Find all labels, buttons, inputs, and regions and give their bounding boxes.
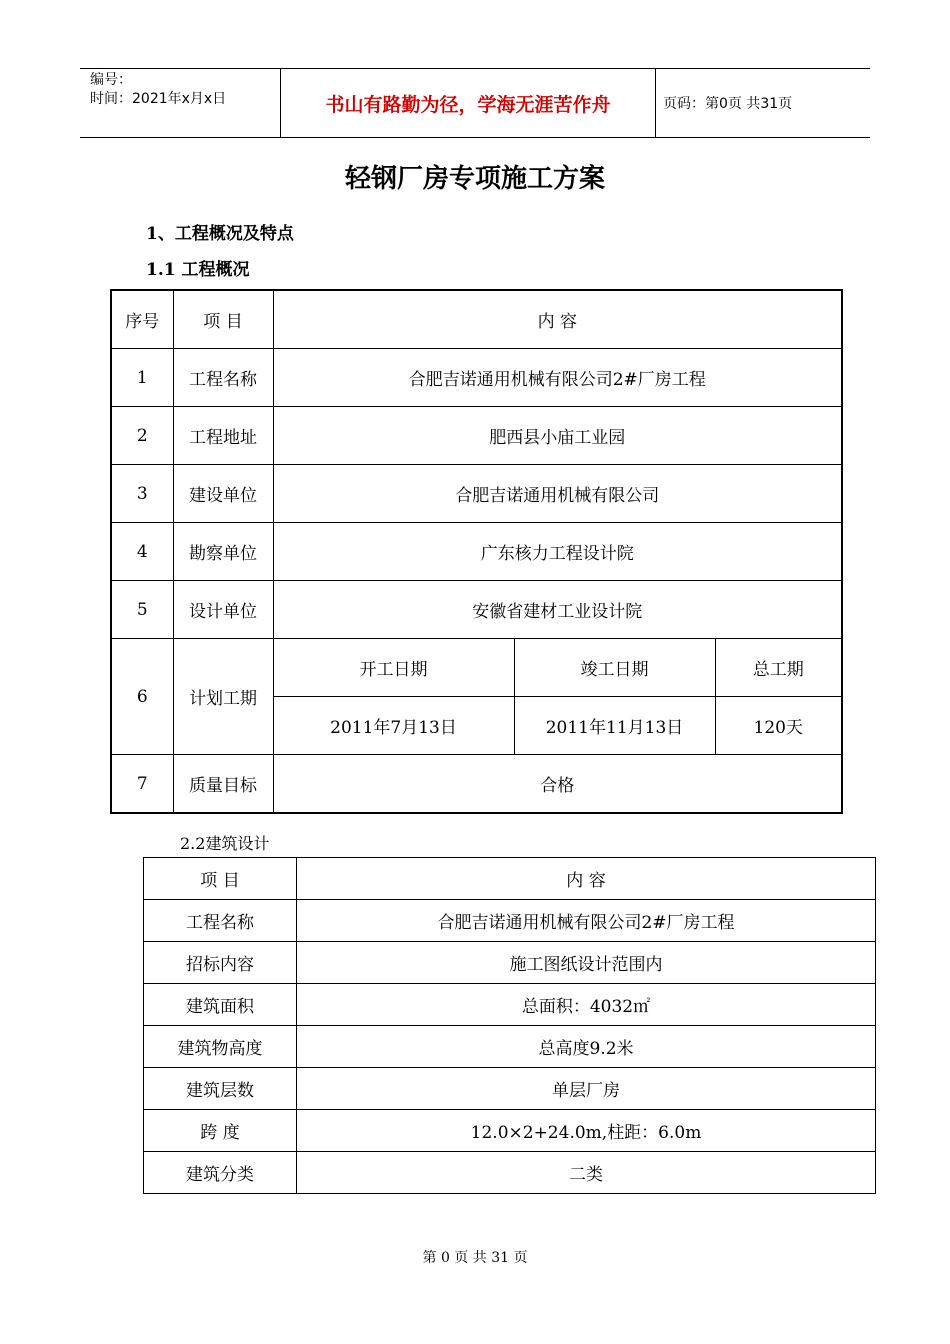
row-item: 工程名称 <box>173 349 273 407</box>
header-motto: 书山有路勤为径，学海无涯苦作舟 <box>325 93 611 116</box>
row-item: 计划工期 <box>173 639 273 755</box>
table-row <box>111 349 842 407</box>
row-no: 6 <box>111 639 173 755</box>
header-meta <box>80 69 280 137</box>
table-row <box>144 942 876 984</box>
row-item: 跨 度 <box>144 1110 297 1152</box>
header-number: 编号： <box>90 72 132 88</box>
table-row <box>111 465 842 523</box>
table-header-row <box>144 858 876 900</box>
table-row <box>144 1110 876 1152</box>
row-no: 4 <box>111 523 173 581</box>
header-cell-no: 序号 <box>111 290 173 349</box>
row-content: 12.0×2+24.0m,柱距：6.0m <box>297 1110 876 1152</box>
table-row <box>111 523 842 581</box>
table-row <box>144 1068 876 1110</box>
section-heading-2-2: 2.2建筑设计 <box>180 834 270 853</box>
row-content: 总面积：4032㎡ <box>297 984 876 1026</box>
section-heading-1-1: 1.1 工程概况 <box>146 260 250 280</box>
row-no: 3 <box>111 465 173 523</box>
table-row <box>144 1026 876 1068</box>
header-time: 时间：2021年x月x日 <box>90 91 227 107</box>
row-item: 建筑层数 <box>144 1068 297 1110</box>
table-row <box>111 581 842 639</box>
end-date-label: 竣工日期 <box>514 639 715 697</box>
start-date-value: 2011年7月13日 <box>273 697 514 755</box>
start-date-label: 开工日期 <box>273 639 514 697</box>
row-item: 工程地址 <box>173 407 273 465</box>
row-item: 建设单位 <box>173 465 273 523</box>
row-content: 单层厂房 <box>297 1068 876 1110</box>
row-item: 质量目标 <box>173 755 273 814</box>
row-content: 肥西县小庙工业园 <box>273 407 842 465</box>
schedule-row-labels <box>111 639 842 697</box>
header-page-info: 页码：第0页 共31页 <box>663 96 793 112</box>
row-item: 设计单位 <box>173 581 273 639</box>
row-content: 合肥吉诺通用机械有限公司 <box>273 465 842 523</box>
end-date-value: 2011年11月13日 <box>514 697 715 755</box>
table-row <box>111 407 842 465</box>
row-content: 合格 <box>273 755 842 814</box>
header-cell-content: 内 容 <box>297 858 876 900</box>
row-item: 建筑分类 <box>144 1152 297 1194</box>
row-no: 1 <box>111 349 173 407</box>
row-item: 建筑面积 <box>144 984 297 1026</box>
header-cell-item: 项 目 <box>144 858 297 900</box>
header-cell-content: 内 容 <box>273 290 842 349</box>
section-heading-1: 1、工程概况及特点 <box>146 224 294 244</box>
row-no: 5 <box>111 581 173 639</box>
total-duration-value: 120天 <box>715 697 842 755</box>
row-content: 施工图纸设计范围内 <box>297 942 876 984</box>
row-no: 2 <box>111 407 173 465</box>
document-title: 轻钢厂房专项施工方案 <box>344 164 605 194</box>
table-header-row <box>111 290 842 349</box>
row-no: 7 <box>111 755 173 814</box>
row-item: 招标内容 <box>144 942 297 984</box>
page-header <box>80 68 870 138</box>
row-content: 合肥吉诺通用机械有限公司2#厂房工程 <box>297 900 876 942</box>
row-content: 广东核力工程设计院 <box>273 523 842 581</box>
header-cell-item: 项 目 <box>173 290 273 349</box>
page-footer: 第 0 页 共 31 页 <box>422 1250 528 1266</box>
table-row <box>144 900 876 942</box>
project-overview-table <box>110 289 843 814</box>
header-motto-cell <box>280 69 656 137</box>
row-item: 建筑物高度 <box>144 1026 297 1068</box>
row-item: 工程名称 <box>144 900 297 942</box>
architecture-design-table <box>143 857 876 1194</box>
total-duration-label: 总工期 <box>715 639 842 697</box>
row-item: 勘察单位 <box>173 523 273 581</box>
row-content: 安徽省建材工业设计院 <box>273 581 842 639</box>
row-content: 总高度9.2米 <box>297 1026 876 1068</box>
table-row <box>144 1152 876 1194</box>
table-row <box>111 755 842 814</box>
table-row <box>144 984 876 1026</box>
row-content: 二类 <box>297 1152 876 1194</box>
row-content: 合肥吉诺通用机械有限公司2#厂房工程 <box>273 349 842 407</box>
